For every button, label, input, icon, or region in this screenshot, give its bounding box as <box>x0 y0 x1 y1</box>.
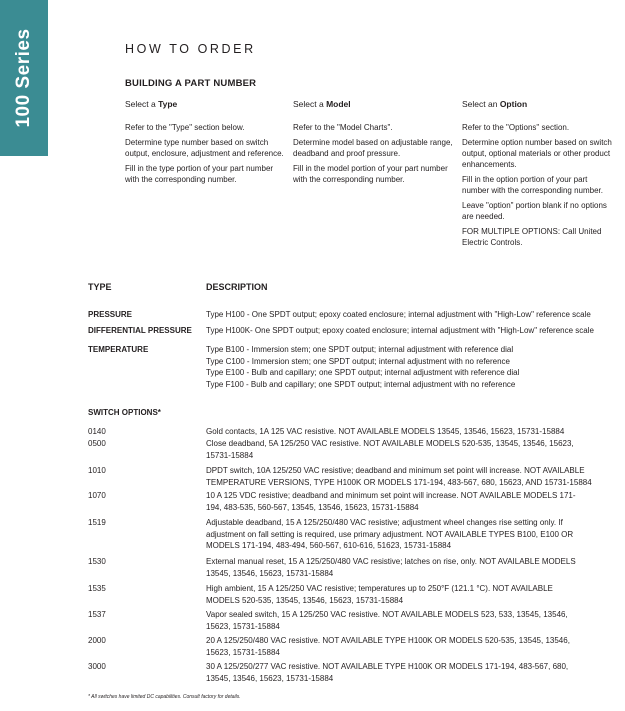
column-paragraph: Determine type number based on switch output, enclosure, adjustment and reference. <box>125 138 284 158</box>
option-description: DPDT switch, 10A 125/250 VAC resistive; deadband and minimum set point will increase. NOT AVAILABLE <box>206 466 585 475</box>
option-description: MODELS 171-194, 483-494, 560-567, 610-616, 51623, 15731-15884 <box>206 541 452 551</box>
model-column <box>293 99 453 189</box>
series-tab-label: 100 Series <box>13 28 34 128</box>
option-column <box>462 99 612 252</box>
option-description: Adjustable deadband, 15 A 125/250/480 VAC resistive; adjustment wheel changes rise setting only. If <box>206 518 563 527</box>
option-description: 13545, 13546, 15623, 15731-15884 <box>206 568 334 578</box>
column-paragraph: Refer to the "Type" section below. <box>125 123 245 132</box>
page-title: HOW TO ORDER <box>125 42 256 56</box>
type-description: Type B100 - Immersion stem; one SPDT output; internal adjustment with reference dial <box>206 345 514 354</box>
column-title: Select an Option <box>462 99 528 109</box>
column-paragraph: FOR MULTIPLE OPTIONS: Call United Electric Controls. <box>462 227 602 247</box>
column-title: Select a Type <box>125 99 178 109</box>
type-description: Type C100 - Immersion stem; one SPDT output; internal adjustment with no reference <box>206 356 510 366</box>
option-code: 1070 <box>88 491 106 500</box>
option-code: 3000 <box>88 662 106 671</box>
option-code: 1535 <box>88 584 106 593</box>
option-description: adjustment on fall setting is required, use primary adjustment. NOT AVAILABLE TYPES B100, E100 OR <box>206 529 574 539</box>
footnote: * All switches have limited DC capabilities. Consult factory for details. <box>88 694 241 700</box>
type-description: Type E100 - Bulb and capillary; one SPDT output; internal adjustment with reference dial <box>206 368 520 378</box>
column-paragraph: Refer to the "Options" section. <box>462 123 570 132</box>
option-description: 30 A 125/250/277 VAC resistive. NOT AVAILABLE TYPE H100K OR MODELS 171-194, 483-567, 680, <box>206 662 569 671</box>
option-description: 10 A 125 VDC resistive; deadband and minimum set point will increase. NOT AVAILABLE MODELS 171- <box>206 491 576 500</box>
option-description: 194, 483-535, 560-567, 13545, 13546, 15623, 15731-15884 <box>206 502 419 512</box>
option-description: Vapor sealed switch, 15 A 125/250 VAC resistive. NOT AVAILABLE MODELS 523, 533, 13545, 13546, <box>206 610 568 619</box>
column-paragraph: Leave "option" portion blank if no options are needed. <box>462 201 607 221</box>
column-paragraph: Fill in the type portion of your part number with the corresponding number. <box>125 164 274 184</box>
option-code: 1537 <box>88 610 106 619</box>
option-description: 15623, 15731-15884 <box>206 647 280 657</box>
type-column <box>125 99 285 189</box>
series-tab <box>0 0 48 156</box>
column-paragraph: Refer to the "Model Charts". <box>293 123 393 132</box>
type-description: Type F100 - Bulb and capillary; one SPDT output; internal adjustment with no reference <box>206 379 516 389</box>
column-title: Select a Model <box>293 99 351 109</box>
section-heading: BUILDING A PART NUMBER <box>125 78 257 89</box>
type-description: Type H100 - One SPDT output; epoxy coated enclosure; internal adjustment with "High-Low" reference scale <box>206 310 591 319</box>
description-header: DESCRIPTION <box>206 282 268 292</box>
column-paragraph: Fill in the option portion of your part number with the corresponding number. <box>462 175 603 195</box>
option-description: 15731-15884 <box>206 450 254 460</box>
option-code: 0140 <box>88 427 106 436</box>
option-description: Gold contacts, 1A 125 VAC resistive. NOT AVAILABLE MODELS 13545, 13546, 15623, 15731-15884 <box>206 427 565 436</box>
option-description: External manual reset, 15 A 125/250/480 VAC resistive; latches on rise, only. NOT AVAILABLE MODELS <box>206 557 576 566</box>
option-description: TEMPERATURE VERSIONS, TYPE H100K OR MODELS 171-194, 483-567, 680, 15623, AND 15731-15884 <box>206 477 592 487</box>
option-description: 13545, 13546, 15623, 15731-15884 <box>206 673 334 683</box>
option-description: MODELS 520-535, 13545, 13546, 15623, 15731-15884 <box>206 595 404 605</box>
switch-options-header: SWITCH OPTIONS* <box>88 408 161 417</box>
type-header: TYPE <box>88 282 112 292</box>
option-description: 20 A 125/250/480 VAC resistive. NOT AVAILABLE TYPE H100K OR MODELS 520-535, 13545, 13546, <box>206 636 570 645</box>
option-code: 1010 <box>88 466 106 475</box>
option-code: 2000 <box>88 636 106 645</box>
column-paragraph: Determine option number based on switch output, optional materials or other product enhancements. <box>462 138 612 169</box>
option-code: 1519 <box>88 518 106 527</box>
type-description: Type H100K- One SPDT output; epoxy coated enclosure; internal adjustment with "High-Low" reference scale <box>206 326 594 335</box>
column-paragraph: Determine model based on adjustable range, deadband and proof pressure. <box>293 138 453 158</box>
column-paragraph: Fill in the model portion of your part number with the corresponding number. <box>293 164 448 184</box>
type-label: DIFFERENTIAL PRESSURE <box>88 326 192 335</box>
type-label: PRESSURE <box>88 310 133 319</box>
type-label: TEMPERATURE <box>88 345 149 354</box>
option-code: 0500 <box>88 439 106 448</box>
option-description: High ambient, 15 A 125/250 VAC resistive; temperatures up to 250°F (121.1 °C). NOT AVAILABLE <box>206 584 553 593</box>
option-code: 1530 <box>88 557 106 566</box>
option-description: 15623, 15731-15884 <box>206 621 280 631</box>
option-description: Close deadband, 5A 125/250 VAC resistive. NOT AVAILABLE MODELS 520-535, 13545, 13546, 15623, <box>206 439 574 448</box>
